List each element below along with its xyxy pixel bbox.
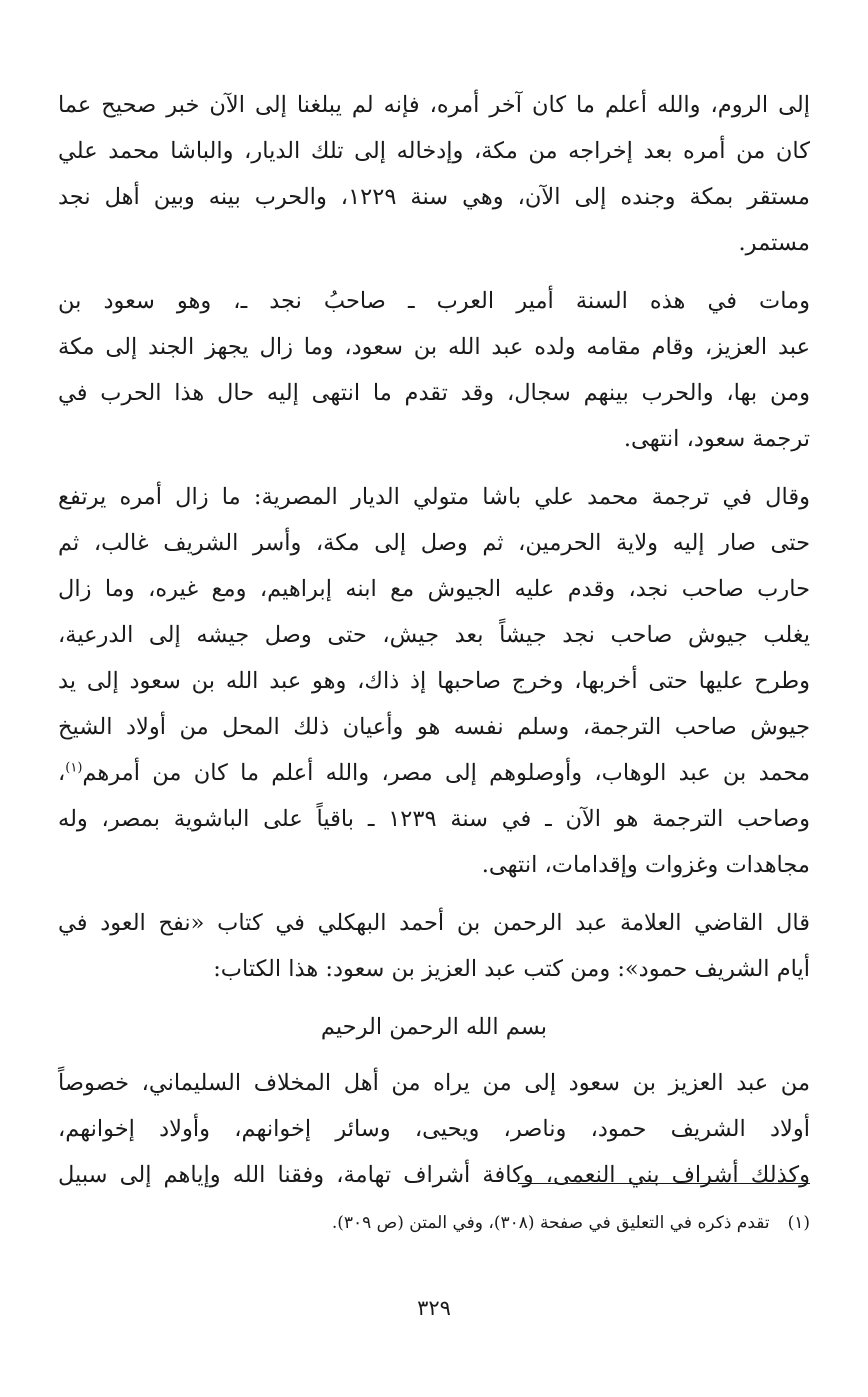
- text-line: كان من أمره بعد إخراجه من مكة، وإدخاله إلى تلك الديار، والباشا محمد علي: [58, 138, 810, 164]
- footnote-reference-tail: ،: [58, 760, 66, 786]
- paragraph-5: [58, 1060, 810, 1198]
- text-line-with-footnote: [58, 750, 810, 796]
- footnote-text: تقدم ذكره في التعليق في صفحة (٣٠٨)، وفي المتن (ص ٣٠٩).: [331, 1213, 770, 1233]
- paragraph-2: [58, 278, 810, 462]
- page-body: [58, 82, 810, 1210]
- text-line: ومن بها، والحرب بينهم سجال، وقد تقدم ما انتهى إليه حال هذا الحرب في: [58, 380, 810, 406]
- footnote: [58, 1208, 810, 1238]
- text-line: مستمر.: [738, 230, 810, 256]
- text-line: إلى الروم، والله أعلم ما كان آخر أمره، فإنه لم يبلغنا إلى الآن خبر صحيح عما: [58, 92, 810, 118]
- paragraph-1: [58, 82, 810, 266]
- footnote-reference[interactable]: (١): [65, 760, 83, 776]
- text-line: قال القاضي العلامة عبد الرحمن بن أحمد البهكلي في كتاب «نفح العود في: [58, 910, 810, 936]
- text-line: ترجمة سعود، انتهى.: [623, 426, 810, 452]
- footnote-separator: [518, 1183, 810, 1184]
- text-line: يغلب جيوش صاحب نجد جيشاً بعد جيش، حتى وصل جيشه إلى الدرعية،: [58, 622, 810, 648]
- text-line: أولاد الشريف حمود، وناصر، ويحيى، وسائر إخوانهم، وأولاد إخوانهم،: [58, 1116, 810, 1142]
- basmala-heading: بسم الله الرحمن الرحيم: [320, 1014, 548, 1040]
- text-line: مجاهدات وغزوات وإقدامات، انتهى.: [481, 852, 810, 878]
- text-line: وكذلك أشراف بني النعمى، وكافة أشراف تهامة، وفقنا الله وإياهم إلى سبيل: [58, 1162, 810, 1188]
- text-line: جيوش صاحب الترجمة، وسلم نفسه هو وأعيان ذلك المحل من أولاد الشيخ: [58, 714, 810, 740]
- text-line: وقال في ترجمة محمد علي باشا متولي الديار المصرية: ما زال أمره يرتفع: [58, 484, 810, 510]
- text-line: وطرح عليها حتى أخربها، وخرج صاحبها إذ ذاك، وهو عبد الله بن سعود إلى يد: [58, 668, 810, 694]
- text-line: وصاحب الترجمة هو الآن ـ في سنة ١٢٣٩ ـ باقياً على الباشوية بمصر، وله: [58, 806, 810, 832]
- text-line: حارب صاحب نجد، وقدم عليه الجيوش مع ابنه إبراهيم، ومع غيره، وما زال: [58, 576, 810, 602]
- page-number: ٣٢٩: [417, 1296, 451, 1320]
- footnote-number: (١): [787, 1213, 810, 1233]
- text-line-body: محمد بن عبد الوهاب، وأوصلوهم إلى مصر، والله أعلم ما كان من أمرهم: [82, 760, 810, 786]
- text-line: أيام الشريف حمود»: ومن كتب عبد العزيز بن سعود: هذا الكتاب:: [213, 956, 810, 982]
- text-line: مستقر بمكة وجنده إلى الآن، وهي سنة ١٢٢٩، والحرب بينه وبين أهل نجد: [58, 184, 810, 210]
- paragraph-4: [58, 900, 810, 992]
- text-line: حتى صار إليه ولاية الحرمين، ثم وصل إلى مكة، وأسر الشريف غالب، ثم: [58, 530, 810, 556]
- text-line: عبد العزيز، وقام مقامه ولده عبد الله بن سعود، وما زال يجهز الجند إلى مكة: [58, 334, 810, 360]
- paragraph-3: [58, 474, 810, 888]
- text-line: ومات في هذه السنة أمير العرب ـ صاحبُ نجد ـ، وهو سعود بن: [58, 288, 810, 314]
- text-line: من عبد العزيز بن سعود إلى من يراه من أهل المخلاف السليماني، خصوصاً: [58, 1070, 810, 1096]
